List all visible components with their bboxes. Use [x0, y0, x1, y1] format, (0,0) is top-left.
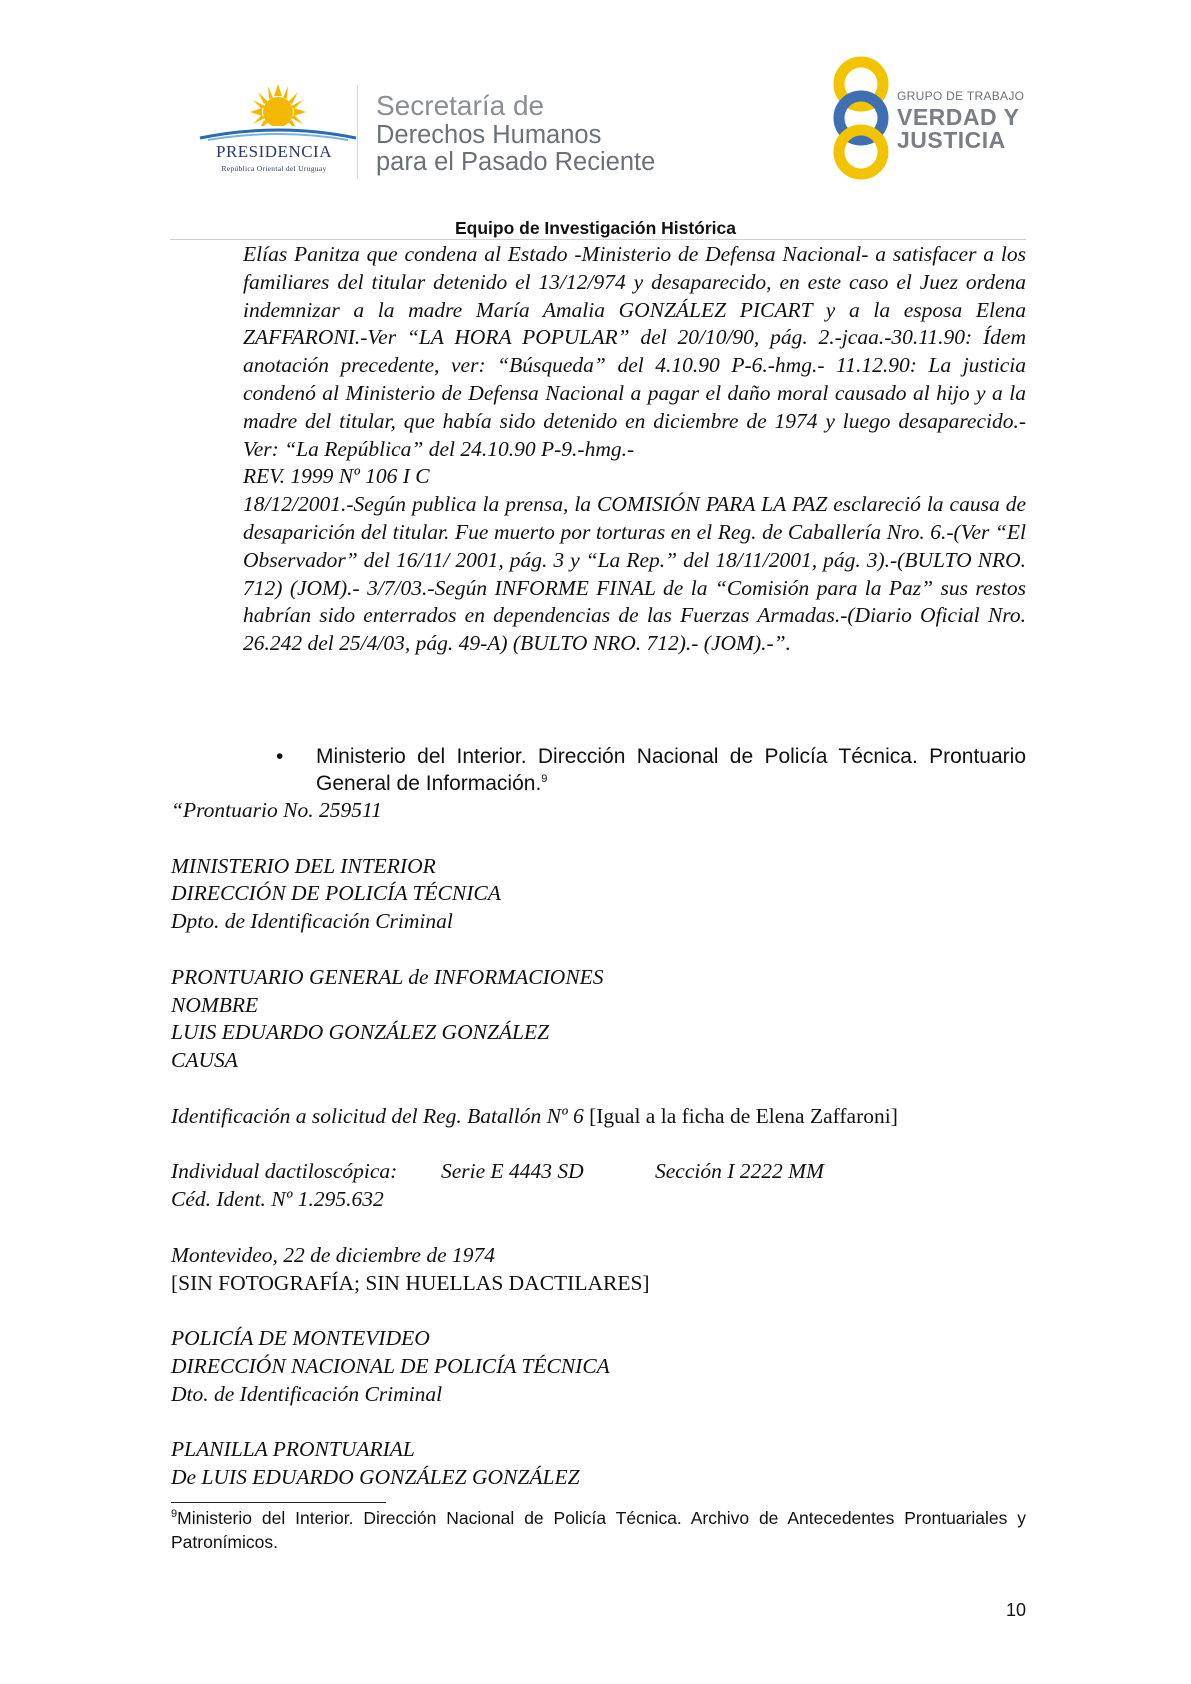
bullet-item	[276, 743, 1026, 797]
footnote-text: Ministerio del Interior. Dirección Nacional de Policía Técnica. Archivo de Antecedentes Prontuariales y Patronímicos.	[171, 1508, 1026, 1552]
fecha-line: Montevideo, 22 de diciembre de 1974	[171, 1242, 495, 1267]
bullet-marker: •	[276, 745, 284, 768]
quoted-record-block	[243, 241, 1026, 658]
prontuario-record	[171, 797, 1031, 1492]
direccion-line: DIRECCIÓN DE POLICÍA TÉCNICA	[171, 881, 501, 906]
planilla-de-line: De LUIS EDUARDO GONZÁLEZ GONZÁLEZ	[171, 1465, 580, 1490]
ministerio-line: MINISTERIO DEL INTERIOR	[171, 853, 436, 878]
quote-paragraph: Elías Panitza que condena al Estado -Ministerio de Defensa Nacional- a satisfacer a los familiares del titular detenido el 13/12/974 y desaparecido, en este caso el Juez ordena indemnizar a la madre María Amalia GONZÁLEZ PICART y a la esposa Elena ZAFFARONI.-Ver “LA HORA POPULAR” del 20/10/90, pág. 2.-jcaa.-30.11.90: Ídem anotación precedente, ver: “Búsqueda” del 4.10.90 P-6.-hmg.- 11.12.90: La justicia condenó al Ministerio de Defensa Nacional a pagar el daño moral causado al hijo y a la madre del titular, que había sido detenido en diciembre de 1974 y luego desaparecido.-Ver: “La República” del 24.10.90 P-9.-hmg.-	[243, 242, 1026, 461]
secretaria-line-2: Derechos Humanos	[376, 121, 602, 149]
sin-foto-line: [SIN FOTOGRAFÍA; SIN HUELLAS DACTILARES]	[171, 1270, 650, 1295]
page-number: 10	[1006, 1600, 1027, 1620]
nombre-value: LUIS EDUARDO GONZÁLEZ GONZÁLEZ	[171, 1020, 550, 1045]
footnote-ref: 9	[541, 773, 548, 785]
identificacion-line	[171, 1103, 1031, 1131]
footnote-number: 9	[171, 1508, 178, 1521]
planilla-line: PLANILLA PRONTUARIAL	[171, 1437, 415, 1462]
dto-line: Dto. de Identificación Criminal	[171, 1381, 443, 1406]
verdad-justicia-rings-logo-icon	[824, 56, 899, 181]
presidencia-subtitle: República Oriental del Uruguay	[221, 164, 327, 173]
justicia-label: JUSTICIA	[897, 127, 1006, 153]
bullet-text: Ministerio del Interior. Dirección Nacional de Policía Técnica. Prontuario General de Información.	[316, 745, 1026, 795]
prontuario-number: “Prontuario No. 259511	[171, 798, 382, 822]
identificacion-text: Identificación a solicitud del Reg. Batallón Nº 6	[171, 1103, 584, 1128]
prontuario-general-line: PRONTUARIO GENERAL de INFORMACIONES	[171, 964, 604, 989]
footnote-rule	[171, 1502, 386, 1503]
dactilo-label: Individual dactiloscópica:	[171, 1159, 398, 1184]
direccion-nacional-line: DIRECCIÓN NACIONAL DE POLICÍA TÉCNICA	[171, 1353, 610, 1378]
nombre-label: NOMBRE	[171, 992, 259, 1017]
verdad-label: VERDAD Y	[897, 104, 1020, 130]
identificacion-note: [Igual a la ficha de Elena Zaffaroni]	[589, 1103, 898, 1128]
quote-paragraph: REV. 1999 Nº 106 I C	[243, 464, 430, 489]
secretaria-line-3: para el Pasado Reciente	[376, 148, 656, 176]
seccion-value: Sección I 2222 MM	[655, 1159, 824, 1184]
cedula-line: Céd. Ident. Nº 1.295.632	[171, 1187, 384, 1212]
dactilo-line	[171, 1158, 1031, 1186]
logo-divider	[357, 86, 358, 178]
bullet-text-wrapper	[316, 743, 1026, 797]
dpto-line: Dpto. de Identificación Criminal	[171, 909, 453, 934]
quote-paragraph: 18/12/2001.-Según publica la prensa, la COMISIÓN PARA LA PAZ esclareció la causa de desaparición del titular. Fue muerto por torturas en el Reg. de Caballería Nro. 6.-(Ver “El Observador” del 16/11/ 2001, pág. 3 y “La Rep.” del 18/11/2001, pág. 3).-(BULTO NRO. 712) (JOM).- 3/7/03.-Según INFORME FINAL de la “Comisión para la Paz” sus restos habrían sido enterrados en dependencias de las Fuerzas Armadas.-(Diario Oficial Nro. 26.242 del 25/4/03, pág. 49-A) (BULTO NRO. 712).- (JOM).-”.	[243, 492, 1026, 656]
header-rule	[170, 239, 1026, 240]
page-header	[0, 0, 1191, 245]
presidencia-title: PRESIDENCIA	[215, 142, 332, 161]
serie-value: Serie E 4443 SD	[441, 1159, 584, 1184]
causa-label: CAUSA	[171, 1048, 238, 1073]
header-subtitle: Equipo de Investigación Histórica	[454, 218, 737, 238]
footnote	[171, 1506, 1026, 1554]
policia-line: POLICÍA DE MONTEVIDEO	[171, 1326, 430, 1351]
grupo-trabajo-label: GRUPO DE TRABAJO	[897, 89, 1025, 103]
secretaria-line-1: Secretaría de	[376, 90, 545, 121]
